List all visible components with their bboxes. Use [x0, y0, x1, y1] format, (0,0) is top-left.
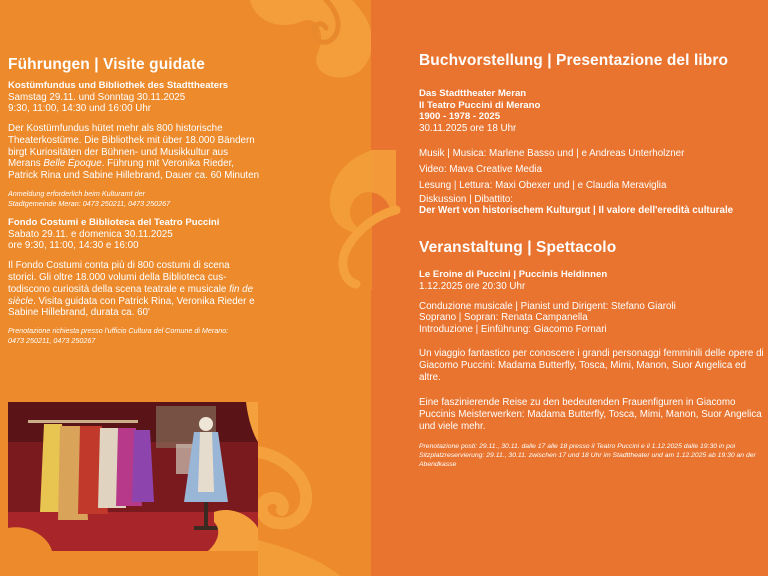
tour-it-body-italic: fin de siècle: [8, 283, 254, 307]
performance-text-german: Eine faszinierende Reise zu den bedeutenden Frauenfiguren in Giacomo Puccinis Meisterwerken: Madama Butterfly, Tosca, Mimi, Manon, Suor Angelica und viele mehr.: [419, 397, 762, 432]
tour-it-registration-note: [8, 326, 260, 345]
tour-it-dates: Sabato 29.11. e domenica 30.11.2025: [8, 228, 173, 240]
tour-de-body-italic: Belle Époque: [43, 158, 102, 170]
tour-de-note-line-1: Anmeldung erforderlich beim Kulturamt der: [8, 189, 146, 199]
book-presentation-section: [419, 52, 764, 217]
performance-section: [419, 239, 764, 468]
book-subtitle-3: 1900 - 1978 - 2025: [419, 111, 501, 122]
book-subtitle-1: Das Stadttheater Meran: [419, 88, 527, 99]
book-discussion: Diskussion | Dibattito:: [419, 193, 514, 205]
costume-collection-photo: [8, 402, 258, 551]
tour-de-registration-note: [8, 189, 260, 208]
book-reading: Lesung | Lettura: Maxi Obexer und | e Claudia Meraviglia: [419, 179, 667, 191]
tour-it-heading: Fondo Costumi e Biblioteca del Teatro Puccini: [8, 217, 220, 229]
tour-de-heading: Kostümfundus und Bibliothek des Stadttheaters: [8, 80, 229, 91]
tour-de-body-2: . Führung mit Veronika Rieder, Patrick Rina und Sabine Hillebrand, Dauer ca. 60 Minuten: [8, 158, 260, 182]
book-discussion-topic: Der Wert von historischem Kulturgut | Il valore dell'eredità culturale: [419, 205, 734, 217]
tour-de-dates: Samstag 29.11. und Sonntag 30.11.2025: [8, 91, 186, 103]
tour-it-note-line-1: Prenotazione richiesta presso l'ufficio Cultura del Comune di Merano:: [8, 326, 229, 336]
tour-it-description: [8, 260, 260, 319]
performance-soprano: Soprano | Sopran: Renata Campanella: [419, 312, 588, 324]
guided-tours-title: Führungen | Visite guidate: [8, 56, 205, 73]
tour-it-body-1: Il Fondo Costumi conta più di 800 costumi di scena storici. Gli oltre 18.000 volumi della Biblioteca cus-todiscono curiosità della scena teatrale e musicale: [8, 260, 230, 295]
tour-it-times: ore 9:30, 11:00, 14:30 e 16:00: [8, 240, 139, 252]
performance-conductor: Conduzione musicale | Pianist und Dirigent: Stefano Giaroli: [419, 300, 676, 312]
book-date: 30.11.2025 ore 18 Uhr: [419, 122, 517, 134]
costume-photo-illustration: [8, 402, 258, 551]
performance-booking-note: Prenotazione posti: 29.11., 30.11. dalle 17 alle 18 presso il Teatro Puccini e il 1.12.2025 dalle 19:30 in poi Sitzplatzreservierung: 29.11., 30.11. zwischen 17 und 18 Uhr im Stadttheater und am 1.12.2025 ab 19:30 an der Abendkasse: [419, 442, 756, 468]
book-subtitle-2: Il Teatro Puccini di Merano: [419, 99, 541, 111]
book-music: Musik | Musica: Marlene Basso und | e Andreas Unterholzner: [419, 148, 685, 160]
performance-introduction: Introduzione | Einführung: Giacomo Fornari: [419, 324, 607, 336]
performance-date: 1.12.2025 ore 20:30 Uhr: [419, 280, 526, 292]
tour-de-note-line-2: Stadtgemeinde Meran: 0473 250211, 0473 250267: [8, 198, 171, 208]
performance-text-italian: Un viaggio fantastico per conoscere i grandi personaggi femminili delle opere di Giacomo Puccini: Madama Butterfly, Tosca, Mimi, Manon, Suor Angelica ed altre.: [419, 347, 764, 383]
guided-tours-section: [8, 56, 260, 345]
tour-it-body-2: . Visita guidata con Patrick Rina, Veronika Rieder e Sabine Hillebrand, durata ca. 60': [8, 295, 255, 319]
tour-it-note-line-2: 0473 250211, 0473 250267: [8, 335, 96, 345]
tour-de-body-1: Der Kostümfundus hütet mehr als 800 historische Theaterkostüme. Die Bibliothek mit über 18.000 Bändern birgt Kuriositäten der Bühnen- und Musikkultur aus Merans: [8, 123, 255, 170]
tour-de-description: [8, 123, 260, 182]
performance-subtitle: Le Eroine di Puccini | Puccinis Heldinnen: [419, 269, 608, 281]
book-video: Video: Mava Creative Media: [419, 164, 542, 176]
events-column: [419, 52, 764, 469]
performance-title: Veranstaltung | Spettacolo: [419, 239, 617, 257]
book-presentation-title: Buchvorstellung | Presentazione del libro: [419, 52, 729, 69]
tour-de-times: 9:30, 11:00, 14:30 und 16:00 Uhr: [8, 103, 152, 115]
